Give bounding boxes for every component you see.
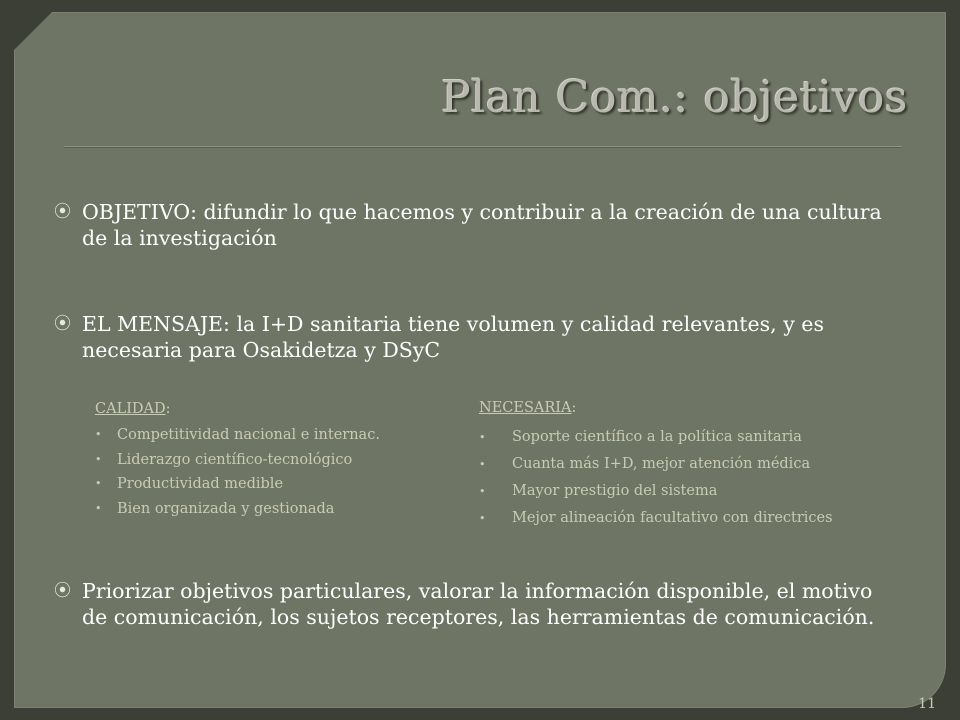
bullet-dot-icon: • <box>95 501 102 515</box>
bullet-priorizar <box>54 578 904 630</box>
bullet-objetivo-text: OBJETIVO: difundir lo que hacemos y contribuir a la creación de una cultura de la investigación <box>82 200 882 250</box>
bullet-priorizar-text: Priorizar objetivos particulares, valorar la información disponible, el motivo de comunicación, los sujetos receptores, las herramientas de comunicación. <box>82 579 875 629</box>
circle-dot-bullet-icon: ⦿ <box>54 202 71 222</box>
necesaria-heading: NECESARIA: <box>479 400 577 416</box>
bullet-dot-icon: • <box>95 477 102 490</box>
list-item: • Cuanta más I+D, mejor atención médica <box>479 451 833 478</box>
bullet-dot-icon: • <box>479 512 486 525</box>
list-item: • Bien organizada y gestionada <box>95 497 380 522</box>
bullet-dot-icon: • <box>95 452 102 466</box>
list-item: • Mayor prestigio del sistema <box>479 478 833 505</box>
list-item: • Liderazgo científico-tecnológico <box>95 448 380 473</box>
list-item: • Productividad medible <box>95 472 380 497</box>
list-item: • Soporte científico a la política sanitaria <box>479 424 833 451</box>
bullet-dot-icon: • <box>479 485 486 498</box>
calidad-heading: CALIDAD: <box>95 401 171 417</box>
list-item: • Competitividad nacional e internac. <box>95 423 380 448</box>
title-divider <box>64 146 902 148</box>
bullet-objetivo <box>54 199 904 251</box>
calidad-column <box>95 399 380 521</box>
circle-dot-bullet-icon: ⦿ <box>54 581 71 601</box>
bullet-dot-icon: • <box>95 428 102 441</box>
bullet-dot-icon: • <box>479 458 486 471</box>
necesaria-column <box>479 398 833 532</box>
bullet-mensaje <box>54 311 904 363</box>
necesaria-list <box>479 424 833 532</box>
bullet-mensaje-text: EL MENSAJE: la I+D sanitaria tiene volumen y calidad relevantes, y es necesaria para Osakidetza y DSyC <box>82 312 824 362</box>
slide-title: Plan Com.: objetivos <box>441 72 908 123</box>
bullet-dot-icon: • <box>479 431 486 444</box>
list-item: • Mejor alineación facultativo con directrices <box>479 505 833 532</box>
page-number: 11 <box>918 696 936 712</box>
calidad-list <box>95 423 380 521</box>
circle-dot-bullet-icon: ⦿ <box>54 314 71 334</box>
